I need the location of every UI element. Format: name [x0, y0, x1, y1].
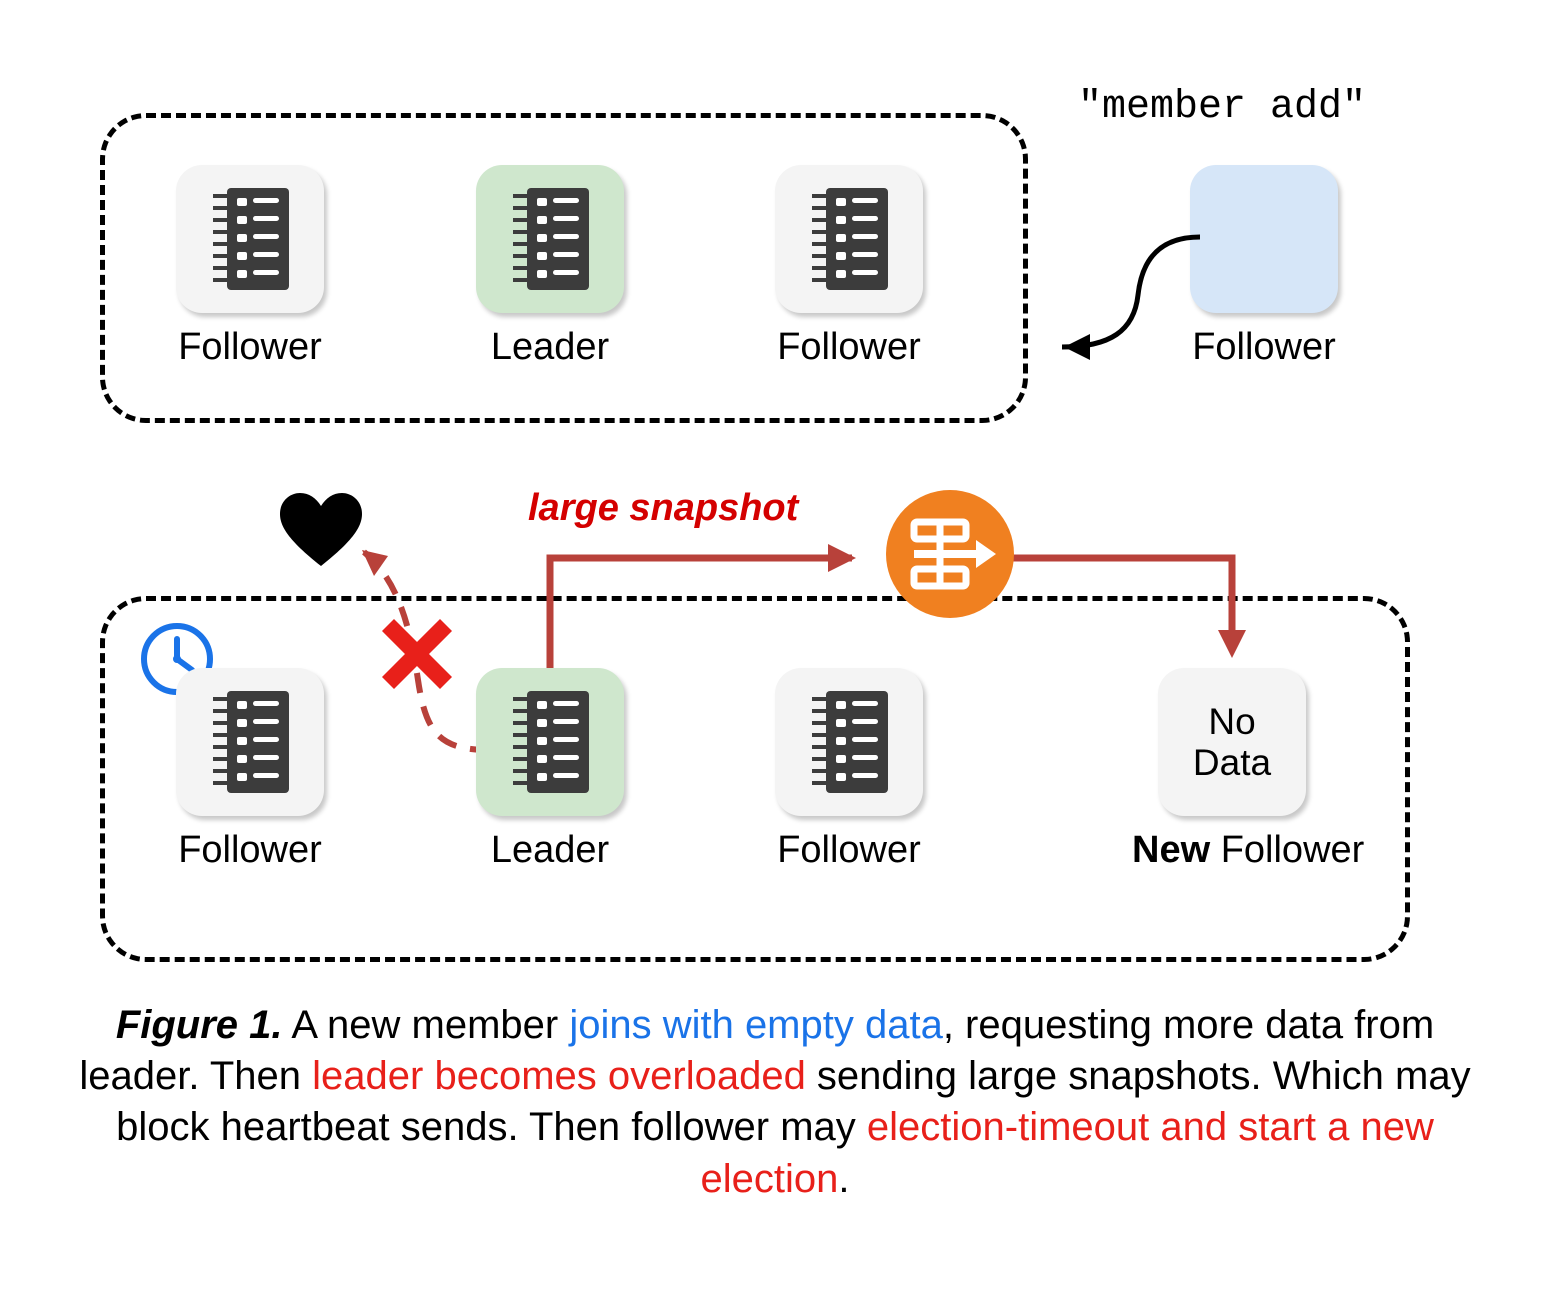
caption-segment: A new member [282, 1003, 570, 1047]
join-arrow [1020, 215, 1220, 395]
server-icon [806, 689, 892, 795]
node-label-rest: Follower [1210, 829, 1365, 871]
overloaded-database-icon [884, 488, 1016, 620]
caption-body [79, 1003, 1470, 1201]
node-follower-top-2 [775, 165, 949, 369]
caption-segment: , requesting more data from leader. Then [79, 1003, 1435, 1099]
node-new-follower-bottom [1132, 668, 1365, 872]
node-follower-top-1 [176, 165, 350, 369]
caption-segment: election-timeout and start a new election [700, 1105, 1434, 1201]
server-icon [207, 186, 293, 292]
figure-number: Figure 1. [115, 1003, 283, 1047]
node-label: Leader [490, 829, 610, 871]
caption-segment: sending large snapshots. Which may block heartbeat sends. Then follower may [116, 1054, 1471, 1150]
node-label: Follower [178, 829, 322, 871]
server-tile [775, 668, 923, 816]
node-leader-top [476, 165, 650, 369]
server-tile [775, 165, 923, 313]
node-label [1132, 829, 1365, 872]
node-label-bold: New [1132, 829, 1211, 871]
node-leader-bottom [476, 668, 650, 872]
server-icon [806, 186, 892, 292]
server-icon [507, 186, 593, 292]
node-label: Follower [777, 326, 921, 368]
node-label: Follower [1192, 326, 1336, 368]
server-icon [207, 689, 293, 795]
caption-segment: leader becomes overloaded [312, 1054, 806, 1099]
server-tile-leader [476, 668, 624, 816]
node-follower-bottom-2 [775, 668, 949, 872]
node-label: Follower [178, 326, 322, 368]
red-x-icon [378, 615, 456, 693]
no-data-line-2: Data [1192, 742, 1272, 783]
caption-segment: joins with empty data [569, 1003, 943, 1047]
figure-caption [60, 1000, 1490, 1205]
server-tile [176, 165, 324, 313]
node-label: Leader [490, 326, 610, 368]
node-label: Follower [777, 829, 921, 871]
caption-segment: . [838, 1156, 850, 1201]
no-data-line-1: No [1208, 700, 1256, 742]
member-add-command-label: "member add" [1078, 85, 1367, 130]
server-tile-leader [476, 165, 624, 313]
node-follower-bottom-1 [176, 668, 350, 872]
server-tile [176, 668, 324, 816]
large-snapshot-label: large snapshot [528, 487, 799, 529]
no-data-tile [1158, 668, 1306, 816]
server-icon [507, 689, 593, 795]
